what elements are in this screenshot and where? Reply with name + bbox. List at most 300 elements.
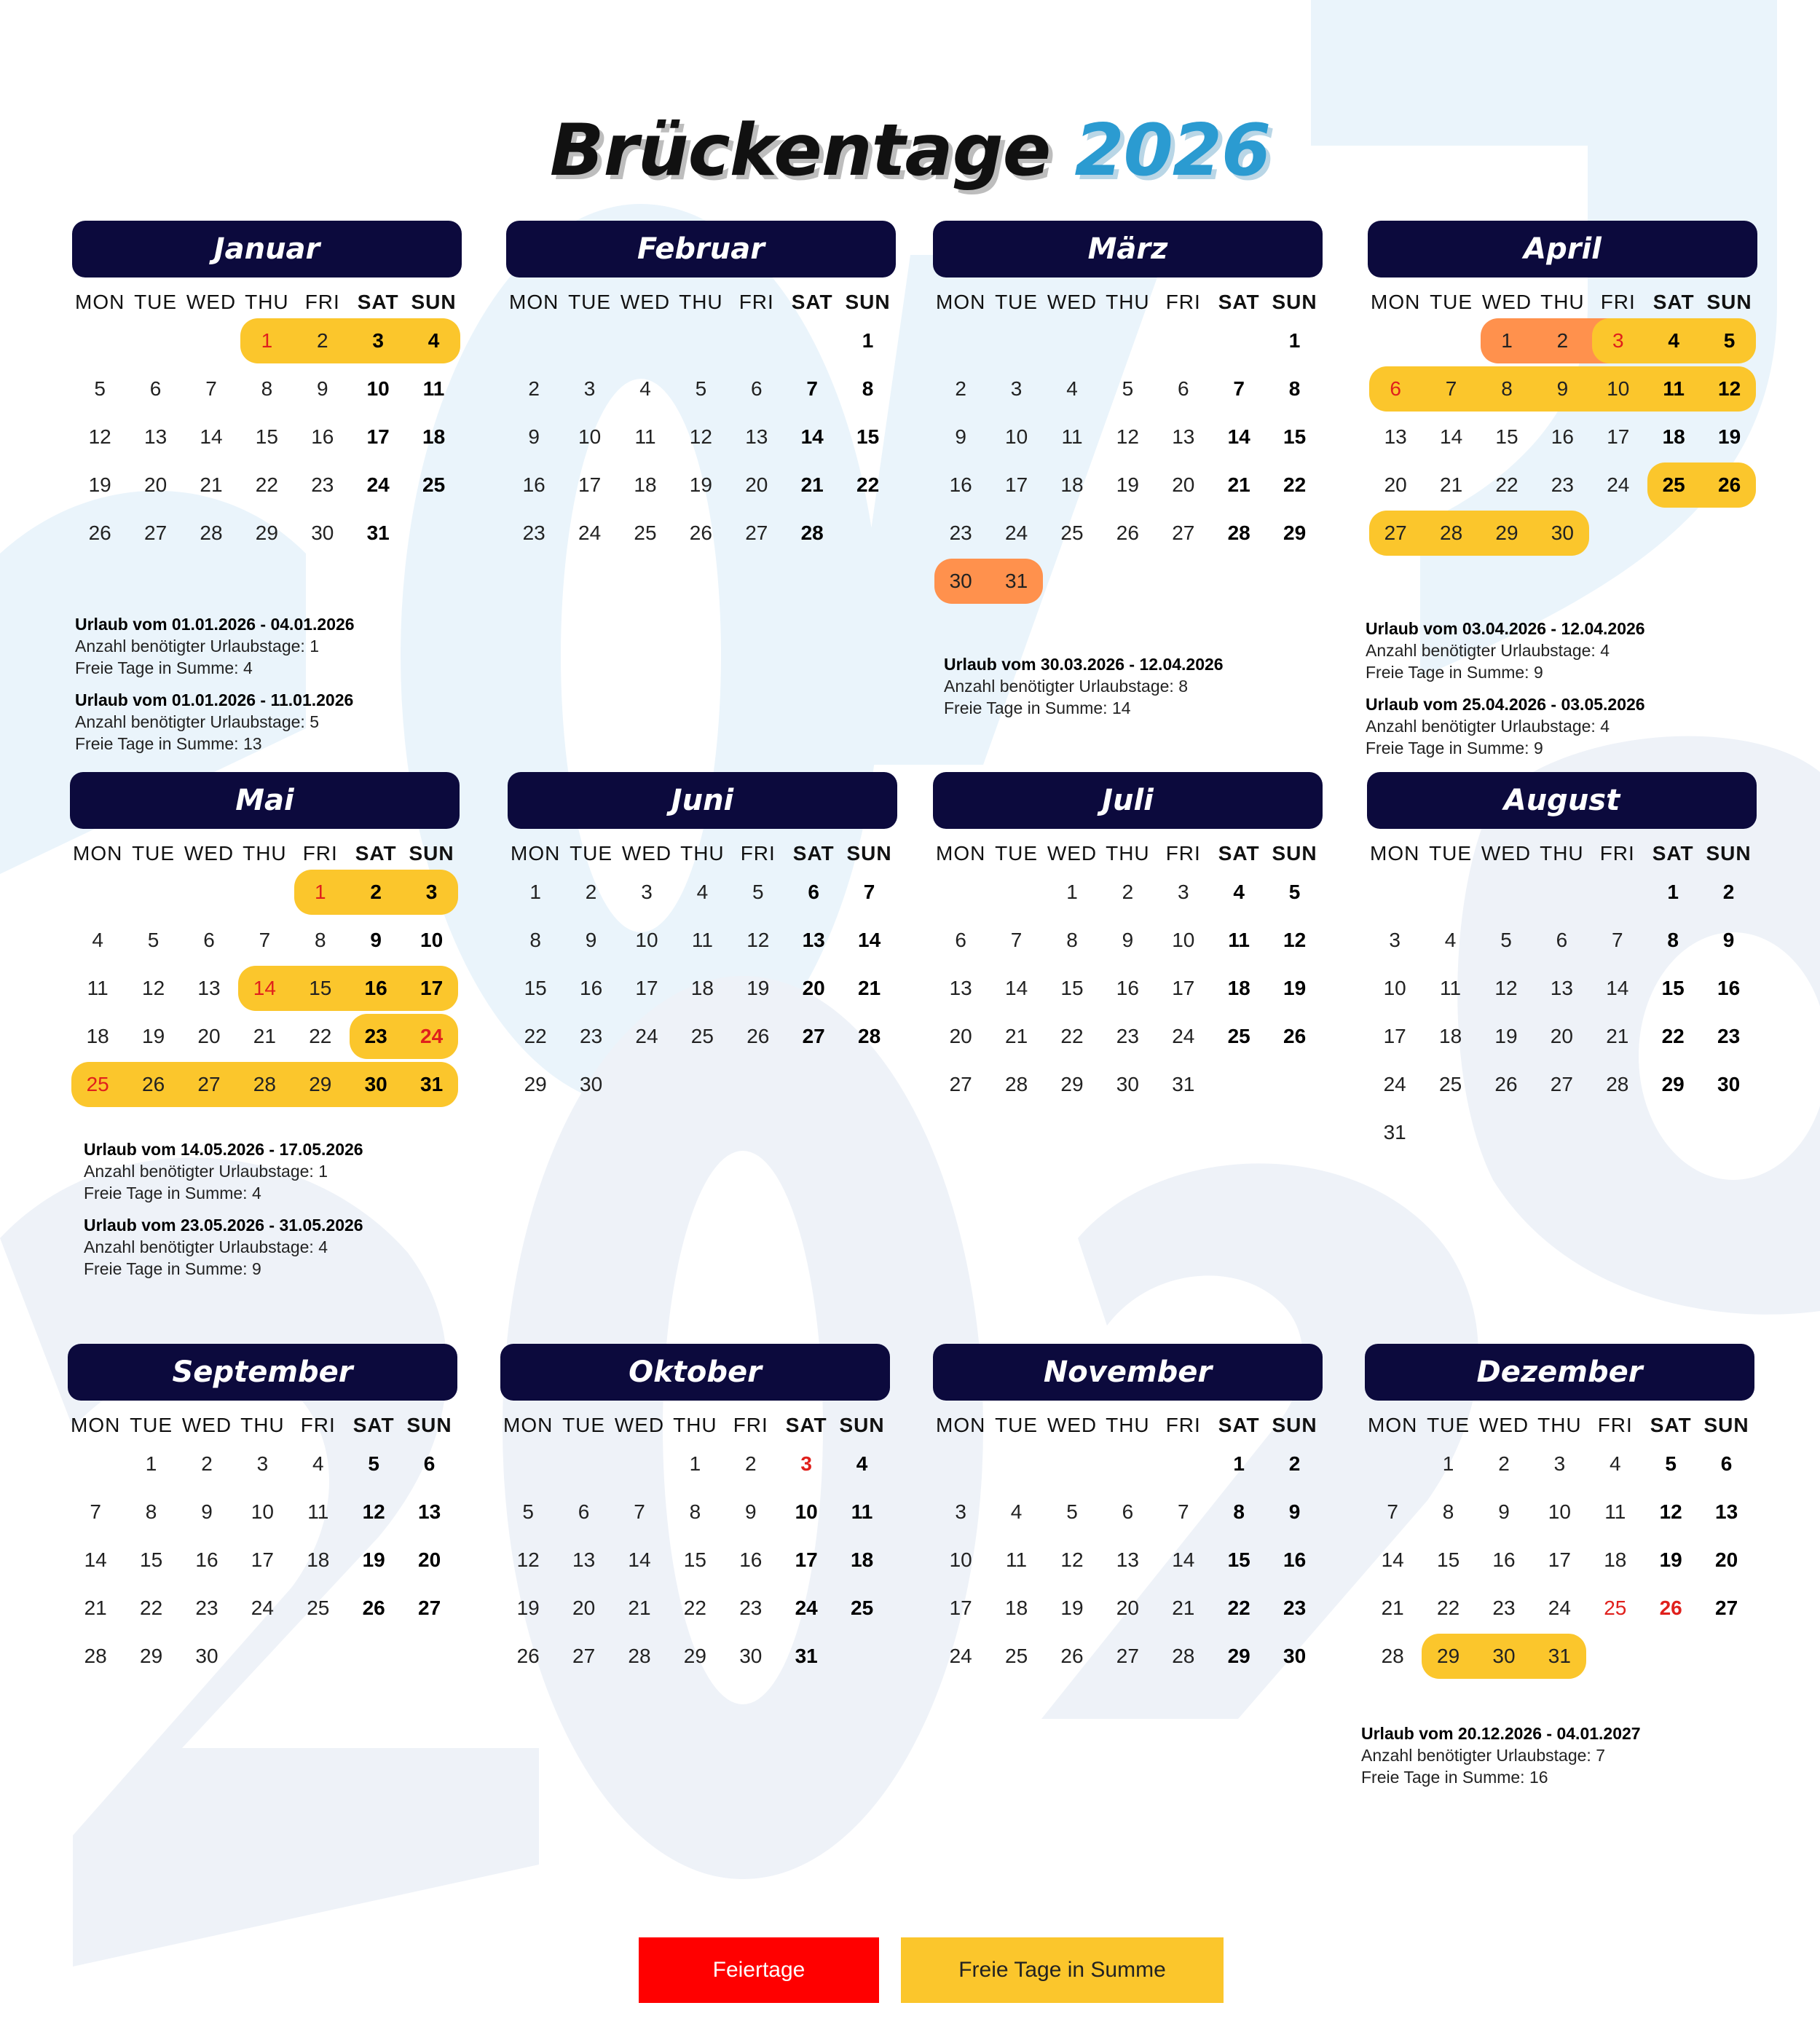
day-cell: 30 — [1283, 1645, 1307, 1667]
day-cell: 6 — [1556, 929, 1568, 951]
day-cell: 22 — [1227, 1597, 1250, 1619]
day-cell: 5 — [752, 881, 764, 903]
month-title: Juli — [933, 772, 1323, 829]
day-cell: 2 — [1722, 881, 1735, 903]
day-cell: 22 — [524, 1025, 547, 1047]
day-cell: 6 — [1390, 377, 1401, 400]
day-cell: 13 — [197, 977, 221, 999]
page-title — [0, 109, 1820, 192]
day-cell: 27 — [745, 521, 768, 544]
day-cell: 29 — [1227, 1645, 1250, 1667]
note-urlaubstage: Anzahl benötigter Urlaubstage: 4 — [84, 1237, 328, 1256]
day-cell: 7 — [90, 1500, 101, 1523]
day-cell: 26 — [1283, 1025, 1307, 1047]
legend-feiertage: Feiertage — [639, 1937, 879, 2003]
weekday-label: TUE — [562, 1414, 606, 1436]
month-mai — [70, 772, 460, 1110]
weekday-label: MON — [73, 842, 123, 865]
weekday-header — [933, 842, 1323, 865]
day-cell: 12 — [142, 977, 165, 999]
day-cell: 9 — [201, 1500, 213, 1523]
month-title: Februar — [506, 221, 896, 277]
day-cell: 23 — [1283, 1597, 1307, 1619]
month-title: Mai — [70, 772, 460, 829]
day-cell: 3 — [425, 881, 438, 903]
day-cell: 6 — [203, 929, 215, 951]
weekday-label: FRI — [302, 842, 338, 865]
day-cell: 16 — [1551, 425, 1574, 448]
day-cell: 27 — [144, 521, 168, 544]
month-november — [933, 1344, 1323, 1682]
day-cell: 10 — [1172, 929, 1195, 951]
notes-april — [1366, 618, 1773, 769]
note-item — [1366, 693, 1773, 759]
day-cell: 21 — [1005, 1025, 1028, 1047]
weekday-label: SUN — [411, 291, 457, 313]
day-cell: 17 — [1005, 473, 1028, 496]
day-cell: 25 — [1439, 1073, 1462, 1095]
weekday-label: WED — [1481, 291, 1532, 313]
weekday-label: TUE — [1427, 1414, 1470, 1436]
weekday-label: WED — [186, 291, 237, 313]
day-grid — [68, 1441, 457, 1682]
day-cell: 29 — [255, 521, 278, 544]
day-cell: 6 — [1178, 377, 1189, 400]
day-cell: 18 — [1227, 977, 1250, 999]
day-cell: 25 — [1604, 1597, 1627, 1619]
day-cell: 4 — [639, 377, 651, 400]
day-cell: 11 — [634, 425, 656, 448]
day-cell: 24 — [420, 1025, 444, 1047]
day-cell: 5 — [1665, 1452, 1677, 1475]
day-cell: 9 — [317, 377, 328, 400]
day-cell: 3 — [1010, 377, 1023, 400]
day-cell: 25 — [851, 1597, 874, 1619]
day-cell: 13 — [144, 425, 168, 448]
day-cell: 27 — [1715, 1597, 1738, 1619]
day-cell: 10 — [1005, 425, 1028, 448]
day-cell: 21 — [253, 1025, 276, 1047]
day-cell: 15 — [140, 1548, 163, 1571]
day-cell: 11 — [851, 1500, 873, 1523]
weekday-header — [1367, 842, 1757, 865]
day-cell: 20 — [197, 1025, 221, 1047]
day-cell: 12 — [1116, 425, 1139, 448]
day-cell: 21 — [1606, 1025, 1629, 1047]
weekday-label: FRI — [738, 291, 774, 313]
day-cell: 21 — [1381, 1597, 1404, 1619]
day-cell: 17 — [420, 977, 444, 999]
weekday-label: WED — [1047, 1414, 1098, 1436]
day-cell: 31 — [420, 1073, 444, 1095]
day-cell: 16 — [1116, 977, 1139, 999]
day-cell: 19 — [88, 473, 111, 496]
day-cell: 30 — [195, 1645, 218, 1667]
weekday-label: FRI — [1600, 291, 1636, 313]
day-cell: 21 — [800, 473, 824, 496]
day-cell: 1 — [1501, 329, 1513, 352]
day-cell: 14 — [858, 929, 881, 951]
day-cell: 24 — [1548, 1597, 1571, 1619]
day-cell: 23 — [739, 1597, 763, 1619]
day-cell: 4 — [1233, 881, 1245, 903]
day-cell: 19 — [1283, 977, 1307, 999]
weekday-header — [68, 1414, 457, 1437]
weekday-label: TUE — [1429, 842, 1473, 865]
note-freie-tage: Freie Tage in Summe: 4 — [84, 1184, 261, 1202]
day-cell: 3 — [955, 1500, 966, 1523]
day-cell: 1 — [261, 329, 273, 352]
day-cell: 5 — [1723, 329, 1736, 352]
day-cell: 2 — [1288, 1452, 1301, 1475]
weekday-label: SUN — [1272, 842, 1317, 865]
weekday-label: SUN — [1272, 291, 1317, 313]
weekday-label: SUN — [845, 291, 891, 313]
day-cell: 8 — [689, 1500, 701, 1523]
day-grid — [72, 318, 462, 559]
note-urlaubstage: Anzahl benötigter Urlaubstage: 7 — [1361, 1746, 1605, 1765]
day-cell: 3 — [1178, 881, 1189, 903]
day-cell: 7 — [863, 881, 875, 903]
day-cell: 21 — [1440, 473, 1463, 496]
note-item — [944, 653, 1352, 719]
note-title: Urlaub vom 01.01.2026 - 04.01.2026 — [75, 615, 355, 634]
day-cell: 17 — [1548, 1548, 1571, 1571]
day-grid — [933, 1441, 1323, 1682]
day-cell: 10 — [1607, 377, 1630, 400]
day-cell: 19 — [1494, 1025, 1518, 1047]
day-cell: 16 — [949, 473, 972, 496]
weekday-label: SUN — [1706, 842, 1752, 865]
day-cell: 16 — [522, 473, 545, 496]
day-cell: 6 — [1122, 1500, 1134, 1523]
day-cell: 10 — [1383, 977, 1406, 999]
day-cell: 7 — [634, 1500, 645, 1523]
day-cell: 8 — [261, 377, 273, 400]
month-märz — [933, 221, 1323, 607]
weekday-label: MON — [1370, 842, 1420, 865]
weekday-label: FRI — [1165, 291, 1201, 313]
day-cell: 17 — [578, 473, 602, 496]
day-cell: 16 — [364, 977, 387, 999]
note-freie-tage: Freie Tage in Summe: 9 — [84, 1259, 261, 1278]
notes-mai — [84, 1138, 492, 1290]
day-cell: 4 — [1066, 377, 1078, 400]
day-cell: 24 — [1607, 473, 1630, 496]
day-cell: 1 — [862, 329, 874, 352]
weekday-label: THU — [1537, 1414, 1582, 1436]
day-cell: 6 — [808, 881, 819, 903]
weekday-label: WED — [1047, 842, 1098, 865]
day-cell: 9 — [1288, 1500, 1301, 1523]
day-cell: 13 — [949, 977, 972, 999]
weekday-label: THU — [1106, 1414, 1150, 1436]
day-cell: 13 — [802, 929, 825, 951]
day-cell: 10 — [1548, 1500, 1571, 1523]
day-cell: 24 — [1172, 1025, 1195, 1047]
weekday-label: SAT — [1218, 1414, 1260, 1436]
day-cell: 7 — [1178, 1500, 1189, 1523]
day-cell: 6 — [423, 1452, 436, 1475]
weekday-label: THU — [1106, 842, 1150, 865]
day-cell: 13 — [1384, 425, 1407, 448]
day-cell: 30 — [364, 1073, 387, 1095]
day-cell: 23 — [195, 1597, 218, 1619]
day-cell: 14 — [253, 977, 276, 999]
day-cell: 29 — [1661, 1073, 1685, 1095]
day-cell: 29 — [1495, 521, 1518, 544]
weekday-label: THU — [679, 291, 723, 313]
day-cell: 22 — [1283, 473, 1307, 496]
day-cell: 20 — [1550, 1025, 1573, 1047]
weekday-label: WED — [1481, 842, 1532, 865]
day-cell: 2 — [1556, 329, 1569, 352]
day-cell: 20 — [144, 473, 168, 496]
day-cell: 28 — [1227, 521, 1250, 544]
day-cell: 8 — [1288, 377, 1301, 400]
day-cell: 8 — [1501, 377, 1513, 400]
day-cell: 19 — [142, 1025, 165, 1047]
day-cell: 22 — [1661, 1025, 1685, 1047]
day-cell: 19 — [516, 1597, 540, 1619]
day-cell: 28 — [1606, 1073, 1629, 1095]
day-cell: 4 — [1668, 329, 1679, 352]
day-cell: 17 — [1172, 977, 1195, 999]
weekday-header — [506, 291, 896, 314]
day-cell: 10 — [949, 1548, 972, 1571]
weekday-label: THU — [1106, 291, 1150, 313]
day-cell: 28 — [858, 1025, 881, 1047]
day-cell: 10 — [578, 425, 602, 448]
day-cell: 12 — [689, 425, 712, 448]
day-cell: 9 — [955, 425, 966, 448]
day-cell: 3 — [800, 1452, 812, 1475]
day-cell: 29 — [524, 1073, 547, 1095]
day-cell: 3 — [256, 1452, 269, 1475]
day-cell: 27 — [802, 1025, 825, 1047]
weekday-label: MON — [936, 1414, 986, 1436]
day-cell: 5 — [1122, 377, 1134, 400]
day-cell: 2 — [1122, 881, 1134, 903]
day-cell: 9 — [1722, 929, 1735, 951]
note-freie-tage: Freie Tage in Summe: 13 — [75, 734, 262, 753]
weekday-label: THU — [1540, 291, 1585, 313]
day-cell: 15 — [1283, 425, 1307, 448]
month-april — [1368, 221, 1757, 559]
day-cell: 24 — [251, 1597, 274, 1619]
day-cell: 3 — [583, 377, 596, 400]
day-grid — [1368, 318, 1757, 559]
day-cell: 30 — [580, 1073, 603, 1095]
note-urlaubstage: Anzahl benötigter Urlaubstage: 5 — [75, 712, 319, 731]
day-cell: 5 — [1066, 1500, 1078, 1523]
month-august — [1367, 772, 1757, 1158]
weekday-label: TUE — [134, 291, 178, 313]
day-cell: 5 — [695, 377, 707, 400]
day-cell: 19 — [362, 1548, 385, 1571]
day-cell: 20 — [1384, 473, 1407, 496]
weekday-header — [72, 291, 462, 314]
month-juni — [508, 772, 897, 1110]
day-cell: 8 — [145, 1500, 157, 1523]
day-cell: 1 — [529, 881, 541, 903]
day-cell: 26 — [1494, 1073, 1518, 1095]
day-cell: 24 — [1383, 1073, 1406, 1095]
weekday-label: SAT — [352, 1414, 395, 1436]
day-cell: 1 — [315, 881, 326, 903]
day-cell: 14 — [1381, 1548, 1404, 1571]
note-urlaubstage: Anzahl benötigter Urlaubstage: 1 — [84, 1162, 328, 1181]
weekday-label: TUE — [130, 1414, 173, 1436]
day-cell: 11 — [1663, 377, 1685, 400]
day-cell: 26 — [1659, 1597, 1682, 1619]
day-cell: 18 — [1604, 1548, 1627, 1571]
weekday-label: THU — [243, 842, 287, 865]
day-cell: 2 — [745, 1452, 757, 1475]
day-cell: 30 — [739, 1645, 763, 1667]
day-cell: 9 — [528, 425, 540, 448]
day-cell: 26 — [142, 1073, 165, 1095]
day-cell: 21 — [84, 1597, 107, 1619]
day-cell: 7 — [1612, 929, 1623, 951]
day-cell: 20 — [418, 1548, 441, 1571]
day-cell: 26 — [689, 521, 712, 544]
day-grid — [506, 318, 896, 559]
weekday-label: TUE — [995, 1414, 1039, 1436]
month-title: August — [1367, 772, 1757, 829]
day-cell: 21 — [1227, 473, 1250, 496]
day-cell: 28 — [253, 1073, 276, 1095]
day-cell: 2 — [585, 881, 597, 903]
note-title: Urlaub vom 14.05.2026 - 17.05.2026 — [84, 1140, 363, 1159]
day-cell: 16 — [580, 977, 603, 999]
weekday-label: SUN — [1703, 1414, 1749, 1436]
day-cell: 1 — [145, 1452, 157, 1475]
day-cell: 2 — [201, 1452, 213, 1475]
weekday-label: THU — [245, 291, 289, 313]
weekday-label: SAT — [1652, 842, 1694, 865]
day-cell: 22 — [1495, 473, 1518, 496]
day-cell: 28 — [628, 1645, 651, 1667]
day-cell: 21 — [200, 473, 223, 496]
weekday-label: THU — [1540, 842, 1584, 865]
day-cell: 22 — [683, 1597, 706, 1619]
day-cell: 16 — [311, 425, 334, 448]
day-cell: 15 — [255, 425, 278, 448]
weekday-label: SUN — [1706, 291, 1752, 313]
day-cell: 2 — [955, 377, 966, 400]
weekday-label: TUE — [568, 291, 612, 313]
day-cell: 31 — [1383, 1121, 1406, 1143]
weekday-label: FRI — [1597, 1414, 1633, 1436]
day-cell: 19 — [746, 977, 770, 999]
weekday-label: SAT — [1650, 1414, 1692, 1436]
weekday-label: MON — [936, 291, 986, 313]
month-title: Januar — [72, 221, 462, 277]
title-main: Brückentage — [549, 109, 1051, 192]
note-freie-tage: Freie Tage in Summe: 16 — [1361, 1768, 1548, 1787]
notes-januar — [75, 613, 483, 765]
day-cell: 2 — [528, 377, 540, 400]
month-januar — [72, 221, 462, 559]
day-cell: 25 — [1227, 1025, 1250, 1047]
day-cell: 1 — [1066, 881, 1078, 903]
note-title: Urlaub vom 20.12.2026 - 04.01.2027 — [1361, 1724, 1641, 1743]
day-cell: 16 — [1492, 1548, 1516, 1571]
day-cell: 8 — [1066, 929, 1078, 951]
day-cell: 13 — [1172, 425, 1195, 448]
day-cell: 10 — [366, 377, 390, 400]
day-cell: 6 — [1720, 1452, 1733, 1475]
weekday-header — [1365, 1414, 1754, 1437]
weekday-label: SAT — [792, 842, 835, 865]
day-cell: 6 — [149, 377, 162, 400]
day-cell: 25 — [634, 521, 657, 544]
day-cell: 27 — [572, 1645, 596, 1667]
day-cell: 11 — [422, 377, 445, 400]
weekday-label: SUN — [846, 842, 892, 865]
weekday-label: SAT — [355, 842, 397, 865]
day-cell: 12 — [746, 929, 770, 951]
weekday-label: MON — [71, 1414, 121, 1436]
day-cell: 29 — [1060, 1073, 1084, 1095]
weekday-label: TUE — [132, 842, 176, 865]
weekday-label: THU — [680, 842, 725, 865]
day-cell: 20 — [1172, 473, 1195, 496]
day-cell: 28 — [84, 1645, 107, 1667]
month-februar — [506, 221, 896, 559]
note-item — [84, 1138, 492, 1204]
day-cell: 18 — [634, 473, 657, 496]
day-cell: 20 — [1715, 1548, 1738, 1571]
day-cell: 3 — [641, 881, 653, 903]
day-cell: 23 — [949, 521, 972, 544]
day-cell: 2 — [317, 329, 328, 352]
weekday-label: TUE — [995, 291, 1039, 313]
day-cell: 13 — [745, 425, 768, 448]
weekday-label: FRI — [1599, 842, 1635, 865]
day-cell: 21 — [858, 977, 881, 999]
day-cell: 8 — [1442, 1500, 1454, 1523]
day-cell: 15 — [1661, 977, 1685, 999]
day-cell: 28 — [800, 521, 824, 544]
day-cell: 7 — [1233, 377, 1245, 400]
day-cell: 29 — [1283, 521, 1307, 544]
day-cell: 4 — [856, 1452, 868, 1475]
day-cell: 23 — [1717, 1025, 1741, 1047]
day-cell: 23 — [364, 1025, 387, 1047]
weekday-label: SAT — [1218, 842, 1260, 865]
day-cell: 12 — [1494, 977, 1518, 999]
day-grid — [1367, 870, 1757, 1158]
day-cell: 31 — [795, 1645, 818, 1667]
day-cell: 13 — [1715, 1500, 1738, 1523]
day-cell: 12 — [88, 425, 111, 448]
month-title: September — [68, 1344, 457, 1401]
weekday-label: FRI — [1165, 842, 1201, 865]
weekday-label: SAT — [1652, 291, 1695, 313]
note-title: Urlaub vom 01.01.2026 - 11.01.2026 — [75, 690, 354, 709]
weekday-label: FRI — [304, 291, 340, 313]
day-cell: 11 — [1604, 1500, 1626, 1523]
day-cell: 3 — [1553, 1452, 1566, 1475]
day-cell: 12 — [1659, 1500, 1682, 1523]
day-cell: 23 — [1492, 1597, 1516, 1619]
day-grid — [933, 318, 1323, 607]
day-cell: 23 — [1116, 1025, 1139, 1047]
day-cell: 2 — [1498, 1452, 1510, 1475]
day-cell: 18 — [1439, 1025, 1462, 1047]
